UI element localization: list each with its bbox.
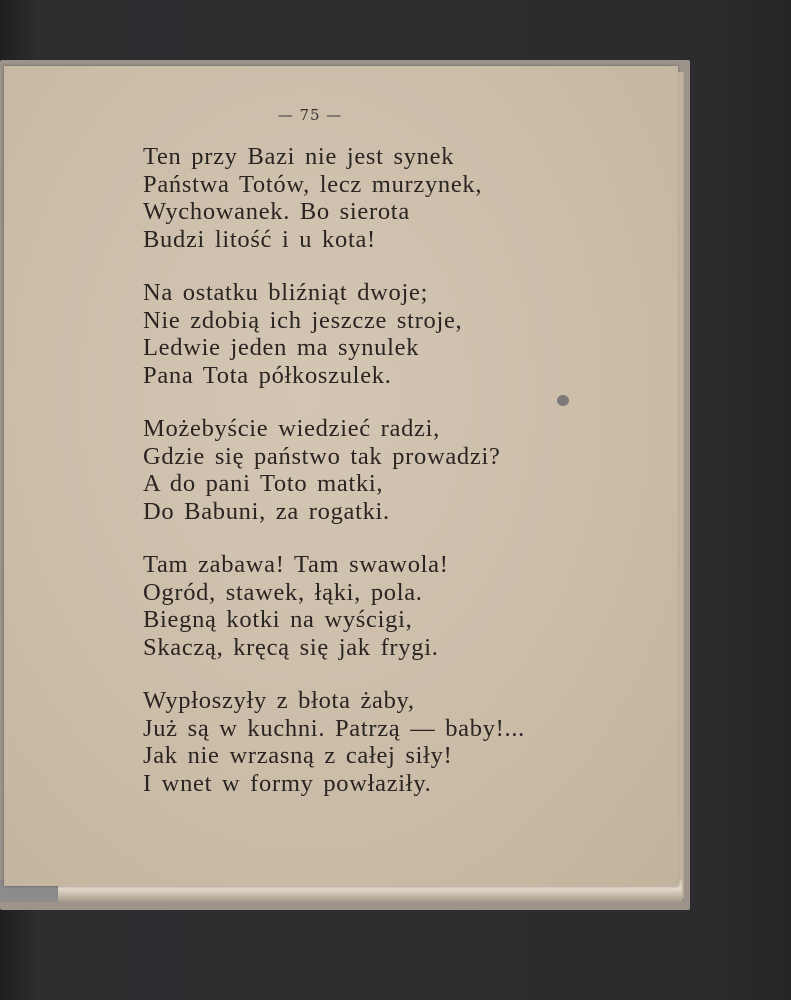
poem-line: Jak nie wrzasną z całej siły! — [143, 742, 453, 769]
stanza-3 — [143, 415, 623, 525]
page-number: — 75 — — [277, 106, 343, 124]
poem-line: Tam zabawa! Tam swawola! — [143, 551, 449, 578]
poem-line: Państwa Totów, lecz murzynek, — [143, 170, 483, 198]
poem-line: Biegną kotki na wyścigi, — [143, 606, 413, 633]
stanza-1 — [143, 143, 623, 253]
stanza-2 — [143, 279, 623, 389]
poem-line: Na ostatku bliźniąt dwoje; — [143, 279, 429, 306]
stanza-5 — [143, 687, 623, 797]
poem-line: Ten przy Bazi nie jest synek — [143, 143, 455, 170]
poem-line: Już są w kuchni. Patrzą — baby!... — [143, 714, 525, 742]
poem-line: Wypłoszyły z błota żaby, — [143, 687, 415, 714]
paper-stain — [557, 395, 569, 406]
stanza-4 — [143, 551, 623, 661]
poem — [143, 143, 623, 823]
poem-line: Gdzie się państwo tak prowadzi? — [143, 442, 501, 470]
poem-line: I wnet w formy powłaziły. — [143, 769, 432, 797]
poem-line: Wychowanek. Bo sierota — [143, 198, 410, 225]
poem-line: Możebyście wiedzieć radzi, — [143, 415, 440, 442]
poem-line: Budzi litość i u kota! — [143, 225, 376, 253]
poem-line: Nie zdobią ich jeszcze stroje, — [143, 306, 463, 334]
poem-line: Do Babuni, za rogatki. — [143, 497, 390, 525]
poem-line: Pana Tota półkoszulek. — [143, 361, 392, 389]
poem-line: Ogród, stawek, łąki, pola. — [143, 578, 423, 606]
poem-line: Ledwie jeden ma synulek — [143, 334, 420, 361]
poem-line: Skaczą, kręcą się jak frygi. — [143, 633, 439, 661]
poem-line: A do pani Toto matki, — [143, 470, 384, 497]
